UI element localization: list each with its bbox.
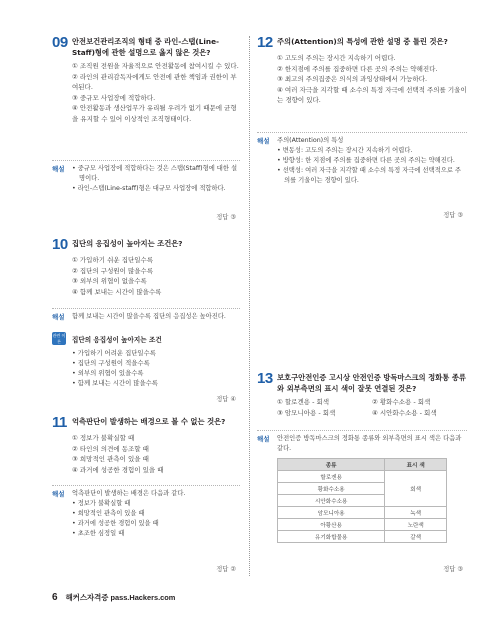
explanation-line: 억측판단이 발생하는 배경은 다음과 같다. bbox=[72, 490, 186, 497]
page-number: 6 bbox=[52, 592, 58, 603]
option-2: ② 타인의 의견에 동조할 때 bbox=[72, 444, 149, 453]
explanation-line: 함께 보내는 시간이 많을수록 집단의 응집성은 높아진다. bbox=[72, 313, 226, 320]
question-13 bbox=[257, 372, 467, 418]
table-header-kind: 종류 bbox=[278, 459, 385, 471]
site-name: 해커스자격증 pass.Hackers.com bbox=[65, 593, 176, 602]
explanation-line: • 과거에 성공한 경험이 있을 때 bbox=[72, 520, 159, 527]
explanation-line: 안전인증 방독마스크의 정화통 종류와 외부측면의 표시 색은 다음과 같다. bbox=[277, 435, 462, 452]
related-theory bbox=[52, 332, 240, 388]
option-2: ② 한지점에 주의를 집중하면 다른 곳의 주의는 약해진다. bbox=[277, 64, 438, 73]
explanation-line: • 중규모 사업장에 적합하다는 것은 스탭(Staff)형에 대한 설명이다. bbox=[72, 165, 238, 182]
question-11 bbox=[52, 416, 240, 475]
options bbox=[52, 255, 240, 297]
question-text: 보호구안전인증 고시상 안전인증 방독마스크의 정화통 종류와 외부측면의 표시 색이 잘못 연결된 것은? bbox=[277, 373, 466, 393]
explanation-13 bbox=[257, 434, 467, 454]
question-number: 09 bbox=[52, 34, 68, 51]
option-4: ④ 과거에 성공한 경험이 있을 때 bbox=[72, 465, 164, 474]
answer-13: 정답 ③ bbox=[443, 566, 463, 573]
theory-badge: 관련 이론 bbox=[52, 333, 66, 344]
table-cell-kind: 할로겐용 bbox=[278, 471, 385, 483]
theory-item: • 외부의 위협이 있을수록 bbox=[72, 369, 144, 377]
option-1: ① 고도의 주의는 장시간 지속하기 어렵다. bbox=[277, 54, 396, 62]
option-1: ① 할로겐용 - 회색 bbox=[277, 398, 330, 406]
explanation-line: • 방향성: 한 지점에 주의를 집중하면 다른 곳의 주의는 약해진다. bbox=[277, 157, 455, 164]
table-cell-kind: 유기화합물용 bbox=[278, 531, 385, 543]
question-number: 10 bbox=[52, 236, 68, 253]
option-2: ② 집단의 구성원이 많을수록 bbox=[72, 266, 154, 275]
explanation-label: 해설 bbox=[52, 165, 65, 173]
explanation-line: • 선택성: 여러 자극을 지각할 때 소수의 특정 자극에 선택적으로 주의를 기울이는 경향이 있다. bbox=[277, 167, 462, 184]
option-1: ① 정보가 불확실할 때 bbox=[72, 434, 135, 442]
divider bbox=[52, 308, 240, 309]
question-text: 억측판단이 발생하는 배경으로 볼 수 없는 것은? bbox=[72, 417, 226, 426]
question-text: 집단의 응집성이 높아지는 조건은? bbox=[72, 239, 183, 248]
answer-10: 정답 ④ bbox=[216, 396, 236, 403]
explanation-label: 해설 bbox=[52, 490, 65, 498]
question-12 bbox=[257, 36, 467, 106]
option-3: ③ 암모니아용 - 회색 bbox=[277, 408, 336, 417]
table-cell-color: 회색 bbox=[385, 471, 447, 507]
answer-9: 정답 ③ bbox=[216, 214, 236, 221]
table-cell-kind: 황화수소용 bbox=[278, 483, 385, 495]
option-2: ② 황화수소용 - 회색 bbox=[372, 398, 431, 406]
options bbox=[52, 61, 240, 124]
option-1: ① 조직원 전원을 자율적으로 안전활동에 참여시킬 수 있다. bbox=[72, 62, 239, 70]
question-9 bbox=[52, 36, 240, 124]
option-3: ③ 외부의 위협이 없을수록 bbox=[72, 277, 147, 285]
table-cell-kind: 암모니아용 bbox=[278, 507, 385, 519]
explanation-label: 해설 bbox=[52, 313, 65, 321]
explanation-line: • 정보가 불확실할 때 bbox=[72, 500, 131, 507]
option-4: ④ 안전활동과 생산업무가 유리될 우려가 없기 때문에 균형을 유지할 수 있어 이상적인 조직형태이다. bbox=[72, 104, 237, 123]
canister-color-table bbox=[277, 458, 447, 543]
explanation-11 bbox=[52, 489, 240, 539]
table-cell-kind: 시안화수소용 bbox=[278, 495, 385, 507]
option-4: ④ 여러 자극을 지각할 때 소수의 특정 자극에 선택적 주의를 기울이는 경향이 있다. bbox=[277, 85, 467, 104]
question-number: 13 bbox=[257, 370, 273, 387]
option-1: ① 가입하기 쉬운 집단일수록 bbox=[72, 256, 154, 264]
explanation-label: 해설 bbox=[257, 137, 270, 145]
options bbox=[52, 433, 240, 475]
answer-12: 정답 ③ bbox=[443, 212, 463, 219]
question-number: 11 bbox=[52, 414, 67, 431]
divider bbox=[257, 430, 467, 431]
divider bbox=[52, 485, 240, 486]
column-divider bbox=[249, 36, 250, 576]
explanation-12 bbox=[257, 136, 467, 186]
option-2: ② 라인의 관리감독자에게도 안전에 관한 책임과 권한이 부여된다. bbox=[72, 72, 237, 91]
question-10 bbox=[52, 238, 240, 297]
theory-item: • 가입하기 어려운 집단일수록 bbox=[72, 349, 156, 357]
table-cell-color: 녹색 bbox=[385, 507, 447, 519]
option-3: ③ 희망적인 관측이 있을 때 bbox=[72, 455, 149, 463]
theory-item: • 함께 보내는 시간이 많을수록 bbox=[72, 379, 158, 387]
question-text: 안전보건관리조직의 형태 중 라인-스탭(Line-Staff)형에 관한 설명으로 옳지 않은 것은? bbox=[72, 37, 220, 57]
theory-title: 집단의 응집성이 높아지는 조건 bbox=[72, 335, 162, 344]
explanation-line: • 희망적인 관측이 있을 때 bbox=[72, 510, 145, 517]
table-row bbox=[278, 519, 447, 531]
option-3: ③ 중규모 사업장에 적합하다. bbox=[72, 93, 156, 102]
options bbox=[257, 53, 467, 106]
explanation-9 bbox=[52, 164, 240, 194]
table-cell-kind: 아황산용 bbox=[278, 519, 385, 531]
page-footer bbox=[52, 592, 175, 603]
explanation-line: • 초조한 심정일 때 bbox=[72, 530, 125, 537]
divider bbox=[52, 160, 240, 161]
explanation-line: • 변동성: 고도의 주의는 장시간 지속하기 어렵다. bbox=[277, 147, 413, 154]
table-row bbox=[278, 507, 447, 519]
table-header-color: 표시 색 bbox=[385, 459, 447, 471]
table-row bbox=[278, 471, 447, 483]
question-number: 12 bbox=[257, 34, 273, 51]
theory-item: • 집단의 구성원이 적을수록 bbox=[72, 359, 150, 367]
answer-11: 정답 ② bbox=[216, 566, 236, 573]
divider bbox=[257, 132, 467, 133]
option-3: ③ 최고의 주의집중은 의식의 과잉상태에서 가능하다. bbox=[277, 75, 428, 83]
table-cell-color: 갈색 bbox=[385, 531, 447, 543]
question-text: 주의(Attention)의 특성에 관한 설명 중 틀린 것은? bbox=[277, 37, 448, 46]
option-4: ④ 시안화수소용 - 회색 bbox=[372, 408, 437, 417]
explanation-line: • 라인-스탭(Line-staff)형은 대규모 사업장에 적합하다. bbox=[72, 185, 226, 192]
options bbox=[257, 397, 467, 418]
option-4: ④ 함께 보내는 시간이 많을수록 bbox=[72, 287, 162, 296]
explanation-10 bbox=[52, 312, 240, 322]
explanation-line: 주의(Attention)의 특성 bbox=[277, 137, 344, 144]
explanation-label: 해설 bbox=[257, 435, 270, 443]
table-cell-color: 노란색 bbox=[385, 519, 447, 531]
table-row bbox=[278, 531, 447, 543]
